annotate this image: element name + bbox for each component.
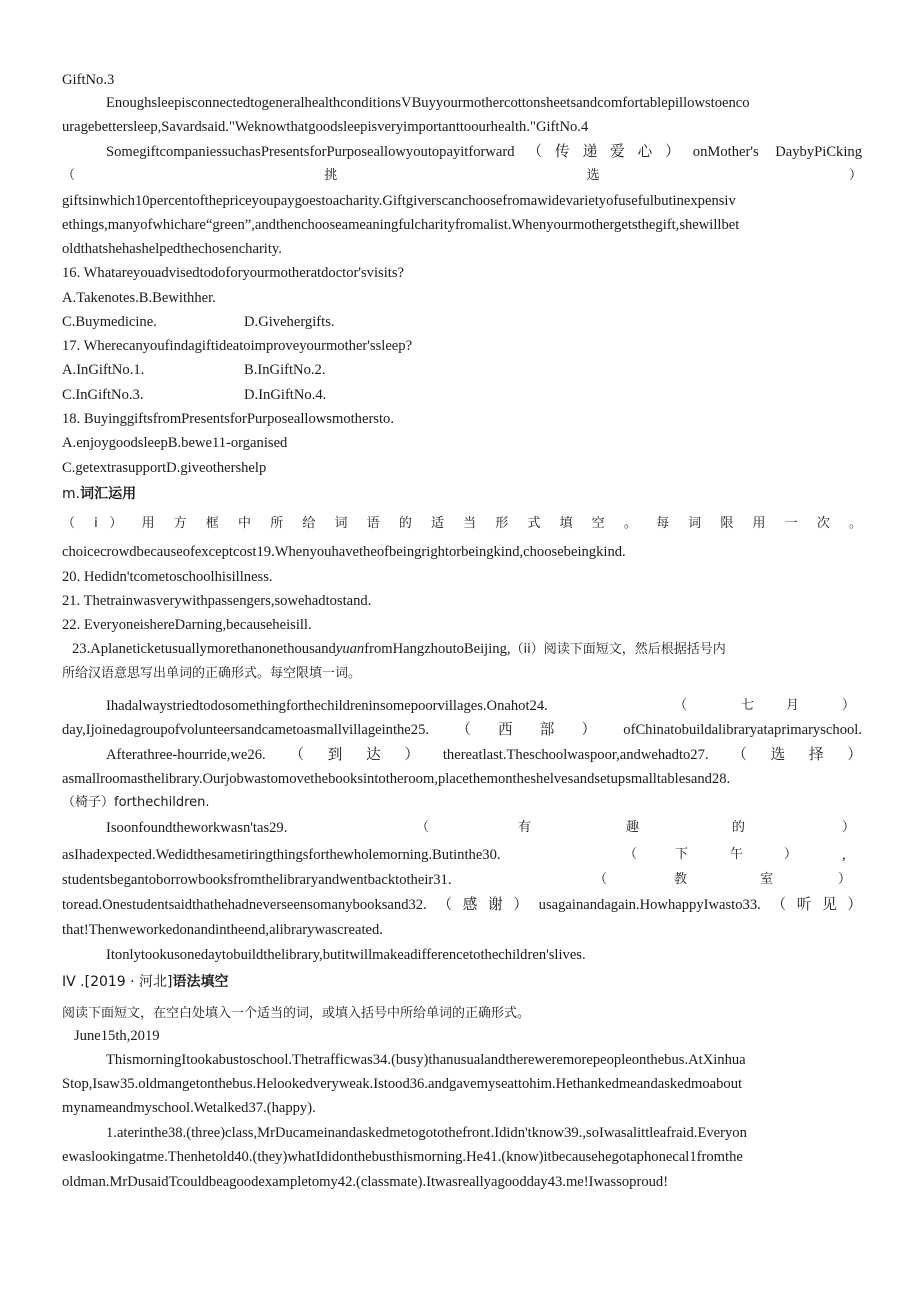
gift4-paragraph-line4: ethings,manyofwhichare“green”,andthenchooseameaningfulcharityfromalist.Whenyourmothergetsthegift,shewillbet bbox=[62, 217, 740, 233]
gift4-paragraph-line1: SomegiftcompaniessuchasPresentsforPurposeallowyoutopayitforward（传递爱心）onMother's DaybyPiCking bbox=[106, 144, 862, 160]
passage-p3-line3 bbox=[62, 868, 862, 892]
option-c: C.InGiftNo.3. bbox=[62, 387, 144, 403]
grammar-p2-line1: 1.aterinthe38.(three)class,MrDucameinandaskedmetogotothefront.Ididn'tknow39.,soIwasalittleafraid.Everyon bbox=[106, 1125, 747, 1141]
gloss-char-1: 七 bbox=[741, 698, 755, 713]
section-4-heading bbox=[62, 970, 862, 994]
passage-p1-text: Ihadalwaystriedtodosomethingforthechildreninsomepoorvillages.Onahot24. bbox=[106, 698, 548, 714]
section-3-part-i-instruction: （ i ） 用 方 框 中 所 给 词 语 的 适 当 形 式 填 空 。 每 词 限 用 一 次 。 bbox=[62, 516, 862, 531]
section-3-number: m. bbox=[62, 486, 81, 502]
question-21: 21. Thetrainwasverywithpassengers,sowehadtostand. bbox=[62, 593, 372, 609]
gloss-open-paren: （ bbox=[674, 698, 688, 713]
gift4-paragraph-line3: giftsinwhich10percentofthepriceyoupaygoestoacharity.Giftgiverscanchoosefromawidevarietyofusefulbutinexpensiv bbox=[62, 193, 736, 209]
passage-p3-text: Isoonfoundtheworkwasn'tas29. bbox=[106, 820, 288, 836]
gloss-char-2: 趣 bbox=[626, 820, 640, 835]
passage-p3-line4: toread.Onestudentsaidthathehadneverseensomanybooksand32.（感谢）usagainandagain.HowhappyIwasto33.（听见） bbox=[62, 897, 862, 913]
grammar-p1-line1: ThismorningItookabustoschool.Thetrafficwas34.(busy)thanusualandthereweremorepeopleonthebus.AtXinhua bbox=[106, 1052, 746, 1068]
gift4-paragraph-line5: oldthatshehashelpedthechosencharity. bbox=[62, 241, 282, 257]
gloss-open-paren: （ bbox=[594, 872, 608, 887]
gloss-char-2: 选 bbox=[586, 168, 600, 183]
gift4-gloss-line bbox=[62, 164, 862, 188]
diary-date: June15th,2019 bbox=[74, 1028, 160, 1044]
gift3-paragraph-line2: uragebettersleep,Savardsaid."Weknowthatgoodsleepisveryimportanttoourhealth."GiftNo.4 bbox=[62, 119, 589, 135]
section-4-label: IV .[2019 · 河北] bbox=[62, 974, 173, 990]
question-16-options-ab: A.Takenotes.B.Bewithher. bbox=[62, 290, 216, 306]
gloss-open-paren: （ bbox=[416, 820, 430, 835]
gloss-open-paren: （ bbox=[62, 168, 76, 183]
gloss-close-paren: ） bbox=[842, 820, 856, 835]
question-20: 20. Hedidn'tcometoschoolhisillness. bbox=[62, 569, 273, 585]
question-18-options-cd: C.getextrasupportD.giveothershelp bbox=[62, 460, 267, 476]
section-4-instruction: 阅读下面短文，在空白处填入一个适当的词，或填入括号中所给单词的正确形式。 bbox=[62, 1006, 531, 1021]
option-d: D.Givehergifts. bbox=[244, 314, 335, 330]
gift3-paragraph-line1: EnoughsleepisconnectedtogeneralhealthconditionsVBuyyourmothercottonsheetsandcomfortablepillowstoenco bbox=[106, 95, 750, 111]
option-a: A.InGiftNo.1. bbox=[62, 362, 145, 378]
question-18: 18. BuyinggiftsfromPresentsforPurposeallowsmothersto. bbox=[62, 411, 394, 427]
section-3-part-ii-instruction-a: （ii）阅读下面短文，然后根据括号内 bbox=[510, 642, 726, 657]
passage-p3-line1 bbox=[106, 816, 862, 840]
grammar-p2-line2: ewaslookingatme.Thenhetold40.(they)whatIdidonthebusthismorning.He41.(know)itbecausehegotaphonecal1fromthe bbox=[62, 1149, 743, 1165]
passage-p3-text: asIhadexpected.Wedidthesametiringthingsforthewholemorning.Butinthe30. bbox=[62, 847, 501, 863]
question-16: 16. Whatareyouadvisedtodoforyourmotheratdoctor'svisits? bbox=[62, 265, 404, 281]
gloss-char-1: 教 bbox=[674, 872, 688, 887]
option-d: D.InGiftNo.4. bbox=[244, 387, 327, 403]
passage-p1-line2: day,Ijoinedagroupofvolunteersandcametoasmallvillageinthe25.（西部）ofChinatobuildalibraryataprimaryschool. bbox=[62, 722, 862, 738]
gloss-char-1: 下 bbox=[675, 847, 689, 862]
section-3-heading bbox=[62, 482, 862, 506]
question-23-yuan: yuan bbox=[335, 641, 365, 657]
gloss-char-3: 的 bbox=[732, 820, 746, 835]
gloss-open-paren: （ bbox=[624, 847, 638, 862]
passage-p3-line2 bbox=[62, 843, 862, 867]
section-3-title: 词汇运用 bbox=[80, 486, 137, 502]
passage-p2-line2: asmallroomasthelibrary.Ourjobwastomovethebooksintotheroom,placethemontheshelvesandsetupsmalltablesand28. bbox=[62, 771, 731, 787]
gloss-char-2: 午 bbox=[730, 847, 744, 862]
gloss-close-paren: ） bbox=[784, 847, 798, 862]
option-b: B.InGiftNo.2. bbox=[244, 362, 326, 378]
gloss-close-paren: ） bbox=[838, 872, 852, 887]
grammar-p1-line2: Stop,Isaw35.oldmangetonthebus.Helookedveryweak.Istood36.andgavemyseattohim.Hethankedmeandaskedmoabout bbox=[62, 1076, 743, 1092]
grammar-p1-line3: mynameandmyschool.Wetalked37.(happy). bbox=[62, 1100, 316, 1116]
section-4-title: 语法填空 bbox=[172, 974, 229, 990]
option-c: C.Buymedicine. bbox=[62, 314, 157, 330]
question-23-line bbox=[72, 637, 872, 661]
gloss-char-2: 室 bbox=[760, 872, 774, 887]
question-17-options-ab bbox=[62, 358, 862, 382]
question-23-text-a: 23.Aplaneticketusuallymorethanonethousand bbox=[72, 641, 336, 657]
question-17: 17. Wherecanyoufindagiftideatoimproveyourmother'ssleep? bbox=[62, 338, 413, 354]
passage-p2-line1: Afterathree-hourride,we26.（到达）thereatlast.Theschoolwaspoor,andwehadto27.（选择） bbox=[106, 747, 862, 763]
gloss-char-1: 有 bbox=[518, 820, 532, 835]
gloss-char-1: 挑 bbox=[324, 168, 338, 183]
grammar-p2-line3: oldman.MrDusaidTcouldbeagoodexampletomy42.(classmate).Itwasreallyagoodday43.me!Iwassoproud! bbox=[62, 1174, 669, 1190]
passage-p1-line1 bbox=[106, 694, 862, 718]
comma: , bbox=[842, 847, 846, 863]
question-22: 22. EveryoneishereDarning,becauseheisill. bbox=[62, 617, 312, 633]
passage-p4: Itonlytookusonedaytobuildthelibrary,butitwillmakeadifferencetothechildren'slives. bbox=[106, 947, 586, 963]
passage-p3-text: studentsbegantoborrowbooksfromthelibraryandwentbacktotheir31. bbox=[62, 872, 452, 888]
passage-p3-line5: that!Thenweworkedonandintheend,alibrarywascreated. bbox=[62, 922, 383, 938]
gloss-char-2: 月 bbox=[786, 698, 800, 713]
gift3-heading: GiftNo.3 bbox=[62, 72, 115, 88]
question-16-options-cd bbox=[62, 310, 862, 334]
question-18-options-ab: A.enjoygoodsleepB.bewe11-organised bbox=[62, 435, 288, 451]
passage-p2-line3: （椅子）forthechildren. bbox=[62, 795, 210, 810]
question-19-with-wordbox: choicecrowdbecauseofexceptcost19.Whenyouhavetheofbeingrightorbeingkind,choosebeingkind. bbox=[62, 544, 626, 560]
question-17-options-cd bbox=[62, 383, 862, 407]
gloss-close-paren: ） bbox=[842, 698, 856, 713]
question-23-text-b: fromHangzhoutoBeijing, bbox=[364, 641, 511, 657]
gloss-close-paren: ） bbox=[848, 168, 862, 183]
section-3-part-ii-instruction-b: 所给汉语意思写出单词的正确形式。每空限填一词。 bbox=[62, 666, 362, 681]
